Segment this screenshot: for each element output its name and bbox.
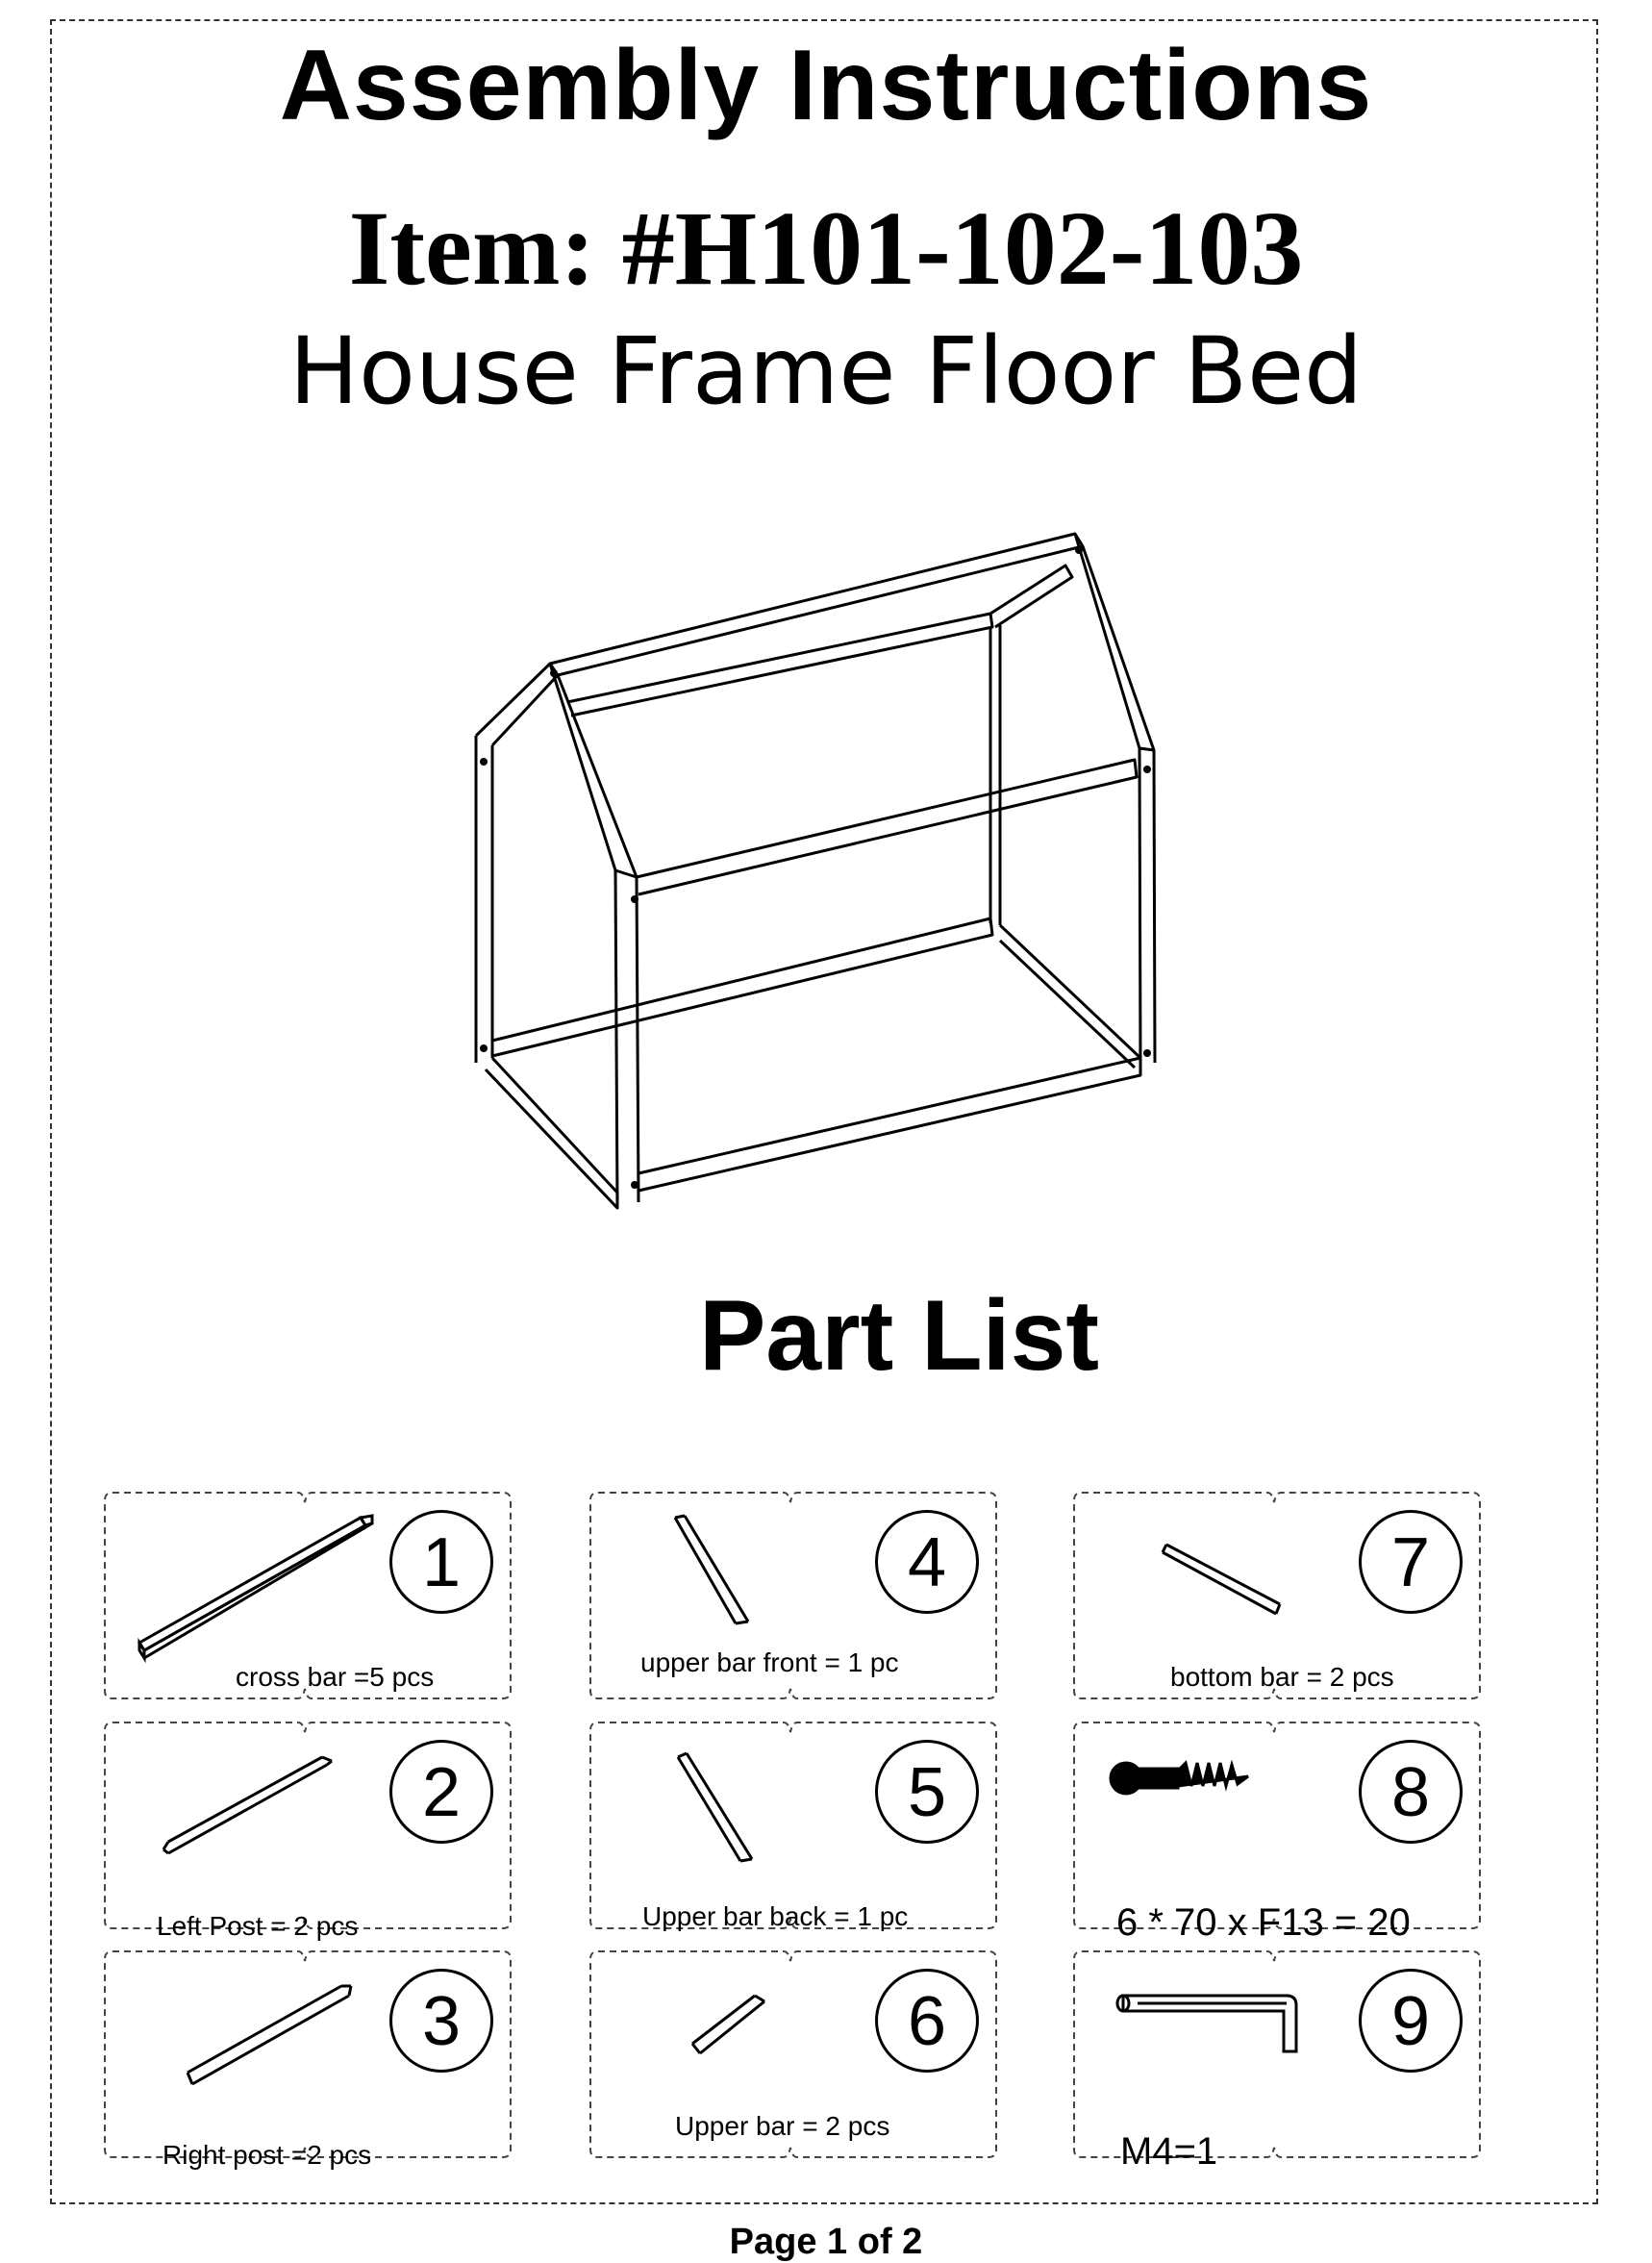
- part-card-2: [101, 1719, 514, 1941]
- part-number: 5: [875, 1740, 979, 1844]
- part-label: bottom bar = 2 pcs: [1170, 1662, 1394, 1692]
- part-label: cross bar =5 pcs: [236, 1662, 435, 1692]
- part-label: Left Post = 2 pcs: [157, 1911, 359, 1941]
- part-card-7: [1070, 1489, 1484, 1702]
- part-number: 3: [389, 1969, 493, 2073]
- cross-bar-icon: [101, 1489, 409, 1681]
- item-number: Item: #H101-102-103: [348, 189, 1304, 307]
- part-label: Right post =2 pcs: [163, 2140, 372, 2170]
- part-card-4: [587, 1489, 1000, 1702]
- page-footer: Page 1 of 2: [729, 2222, 923, 2262]
- allen-key-icon: [1070, 1948, 1378, 2140]
- part-card-5: [587, 1719, 1000, 1932]
- part-list-heading: Part List: [698, 1280, 1100, 1392]
- bolt-icon: [1070, 1719, 1378, 1911]
- part-number: 8: [1359, 1740, 1463, 1844]
- part-label: M4=1: [1120, 2130, 1218, 2173]
- right-post-icon: [101, 1948, 409, 2140]
- part-number: 4: [875, 1510, 979, 1614]
- part-card-1: [101, 1489, 514, 1702]
- bottom-bar-icon: [1070, 1489, 1378, 1681]
- part-label: Upper bar = 2 pcs: [675, 2111, 890, 2141]
- part-label: Upper bar back = 1 pc: [642, 1901, 909, 1931]
- part-label: upper bar front = 1 pc: [640, 1647, 899, 1677]
- part-label: 6 * 70 x F13 = 20: [1116, 1901, 1411, 1944]
- product-name: House Frame Floor Bed: [288, 317, 1364, 425]
- part-card-9: [1070, 1948, 1484, 2173]
- part-number: 1: [389, 1510, 493, 1614]
- part-number: 9: [1359, 1969, 1463, 2073]
- part-number: 6: [875, 1969, 979, 2073]
- left-post-icon: [101, 1719, 409, 1911]
- part-card-6: [587, 1948, 1000, 2161]
- upper-bar-back-icon: [587, 1719, 894, 1911]
- part-number: 2: [389, 1740, 493, 1844]
- part-card-8: [1070, 1719, 1484, 1944]
- doc-title: Assembly Instructions: [279, 30, 1373, 141]
- part-number: 7: [1359, 1510, 1463, 1614]
- part-card-3: [101, 1948, 514, 2170]
